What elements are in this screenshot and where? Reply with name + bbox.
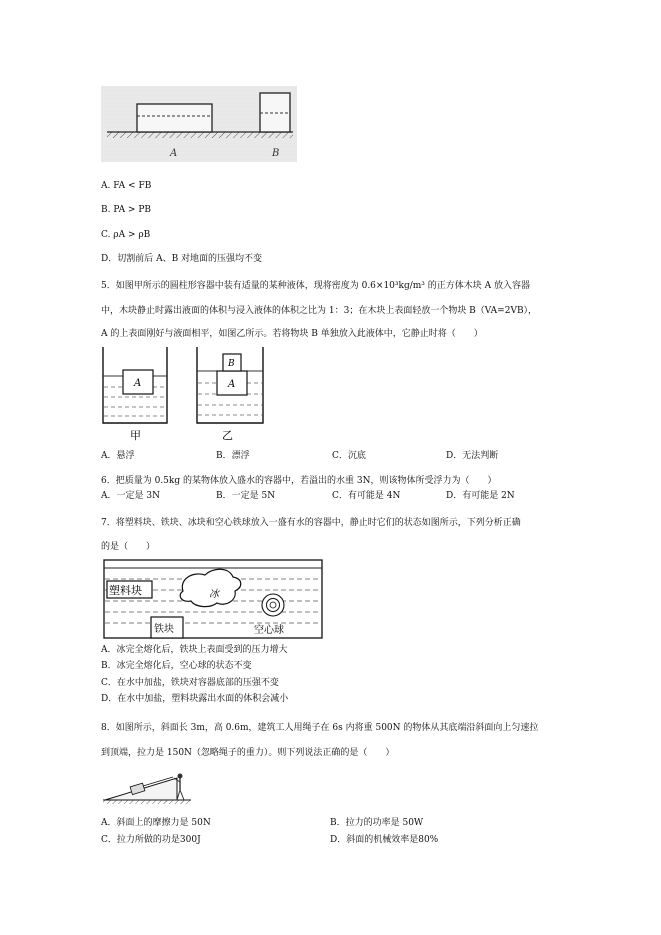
- q5-stem-line2: 中，木块静止时露出液面的体积与浸入液体的体积之比为 1：3；在木块上表面轻放一个物块 B（VA=2VB），: [101, 306, 538, 316]
- q8-stem-line1: 8．如图所示，斜面长 3m，高 0.6m，建筑工人用绳子在 6s 内将重 500N 的物体从其底端沿斜面向上匀速拉: [101, 723, 539, 733]
- q8-option-c: C．拉力所做的功是300J: [101, 835, 201, 845]
- q6-option-a: A．一定是 3N: [101, 491, 160, 501]
- q7-figure-drawing: [101, 557, 325, 641]
- q6-option-d: D．有可能是 2N: [446, 491, 515, 501]
- q7-ice-label: 冰: [209, 589, 219, 600]
- q8-stem-line2: 到顶端，拉力是 150N（忽略绳子的重力）。则下列说法正确的是（ ）: [101, 748, 395, 758]
- q5-jia-block-a-label: A: [134, 378, 142, 389]
- q5-yi-block-a-label: A: [228, 379, 236, 390]
- q4-option-d: D．切割前后 A、B 对地面的压强均不变: [101, 254, 263, 264]
- q5-option-d: D．无法判断: [446, 451, 499, 461]
- q5-option-b: B．漂浮: [216, 451, 250, 461]
- q5-yi-block-b-label: B: [228, 359, 235, 369]
- q5-stem-line1: 5．如图甲所示的圆柱形容器中装有适量的某种液体，现将密度为 0.6×10³kg/m³ 的正方体木块 A 放入容器: [101, 281, 530, 291]
- q6-option-c: C．有可能是 4N: [332, 491, 401, 501]
- q7-option-b: B．冰完全熔化后，空心球的状态不变: [101, 661, 252, 671]
- q4-option-b: B. PA > PB: [101, 205, 151, 215]
- q7-stem-line2: 的是（ ）: [101, 542, 156, 552]
- q7-plastic-label: 塑料块: [109, 584, 142, 597]
- q5-label-yi: 乙: [222, 429, 233, 442]
- q5-option-c: C．沉底: [332, 451, 366, 461]
- q8-worker: [178, 774, 183, 779]
- q6-stem-line1: 6．把质量为 0.5kg 的某物体放入盛水的容器中，若溢出的水重 3N，则该物体所受浮力为（ ）: [101, 476, 497, 486]
- q8-option-b: B．拉力的功率是 50W: [330, 818, 424, 828]
- q5-stem-line3: A 的上表面刚好与液面相平，如图乙所示。若将物块 B 单独放入此液体中，它静止时将（ ）: [101, 329, 483, 339]
- q4-block-a: [137, 104, 212, 132]
- q4-figure: [101, 86, 297, 162]
- q5-option-a: A．悬浮: [101, 451, 135, 461]
- q4-option-a: A. FA < FB: [101, 181, 152, 191]
- q8-option-d: D．斜面的机械效率是80%: [330, 835, 439, 845]
- q7-ball-label: 空心球: [254, 625, 284, 636]
- q7-option-a: A．冰完全熔化后，铁块上表面受到的压力增大: [101, 645, 288, 655]
- q4-block-b: [260, 93, 290, 132]
- q6-option-b: B．一定是 5N: [216, 491, 276, 501]
- q7-stem-line1: 7．将塑料块、铁块、冰块和空心铁球放入一盛有水的容器中，静止时它们的状态如图所示，下列分析正确: [101, 518, 521, 528]
- q7-figure: [101, 557, 325, 641]
- q4-figure-drawing: [101, 86, 297, 162]
- q5-figure: [101, 343, 271, 443]
- q7-hollow-ball: [262, 594, 284, 616]
- q4-option-c: C. ρA > ρB: [101, 230, 151, 240]
- q4-label-b: B: [272, 148, 280, 159]
- q5-figure-drawing: [101, 343, 271, 443]
- q8-incline-drawing: [101, 770, 193, 806]
- q7-option-c: C．在水中加盐，铁块对容器底部的压强不变: [101, 678, 279, 688]
- q7-option-d: D．在水中加盐，塑料块露出水面的体积会减小: [101, 694, 289, 704]
- q8-figure: [101, 770, 193, 806]
- q7-iron-label: 铁块: [154, 624, 174, 635]
- q5-label-jia: 甲: [130, 429, 141, 442]
- q4-label-a: A: [170, 148, 178, 159]
- q8-option-a: A．斜面上的摩擦力是 50N: [101, 818, 211, 828]
